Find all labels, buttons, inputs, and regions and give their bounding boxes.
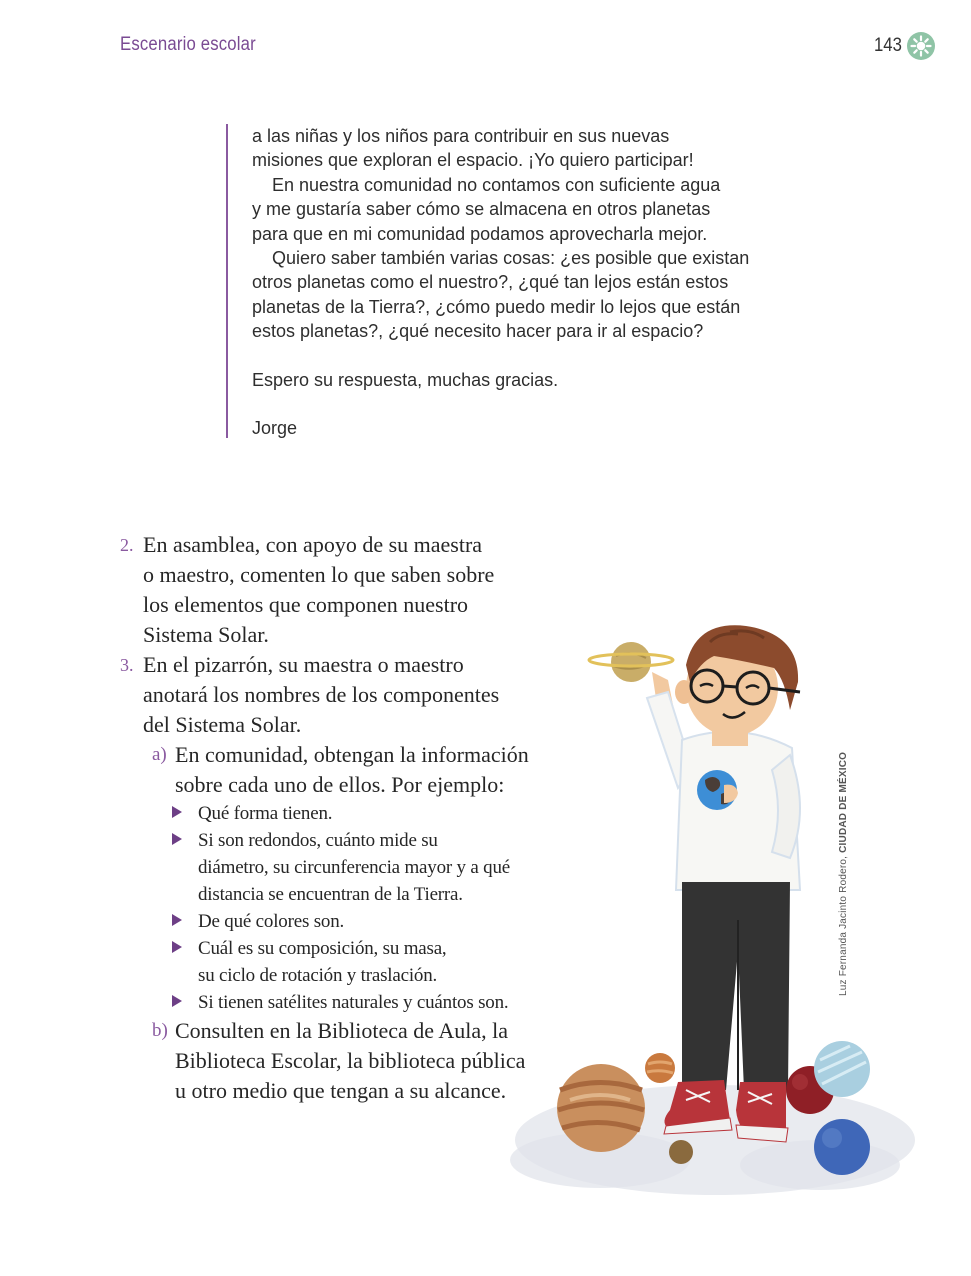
- letter-paragraph: Quiero saber también varias cosas: ¿es posible que existan otros planetas como el nuestro?, ¿qué tan lejos están estos planetas de la Tierra?, ¿cómo puedo medir lo lejos que están estos planetas?, ¿qué necesito hacer para ir al espacio?: [252, 248, 750, 342]
- list-item: Cuál es su composición, su masa, su ciclo de rotación y traslación.: [198, 935, 540, 989]
- boy-head: [675, 625, 800, 736]
- arrow-bullet-icon: [172, 941, 182, 953]
- list-item: Si tienen satélites naturales y cuántos son.: [198, 989, 540, 1016]
- letter-signature: Jorge: [252, 418, 298, 439]
- illustration-credit: Luz Fernanda Jacinto Rodero, CIUDAD DE MÉXICO: [838, 751, 849, 996]
- sun-gear-icon: [907, 32, 935, 60]
- boy-with-planets-illustration: [500, 620, 920, 1220]
- activity-number: 2.: [120, 535, 134, 555]
- boy-legs: [682, 882, 790, 1090]
- letter-excerpt: [226, 124, 792, 438]
- question-list: [120, 800, 540, 1016]
- activities: [120, 530, 540, 1106]
- arrow-bullet-icon: [172, 833, 182, 845]
- list-item: De qué colores son.: [198, 908, 540, 935]
- arrow-bullet-icon: [172, 806, 182, 818]
- activity-3b: b) Consulten en la Biblioteca de Aula, la Biblioteca Escolar, la biblioteca pública u otro medio que tengan a su alcance.: [152, 1018, 526, 1103]
- arrow-bullet-icon: [172, 995, 182, 1007]
- page-number: 143: [874, 35, 902, 56]
- letter-paragraph: En nuestra comunidad no contamos con suficiente agua y me gustaría saber cómo se almacena en otros planetas para que en mi comunidad podamos aprovecharla mejor.: [252, 174, 721, 244]
- letter-paragraph: a las niñas y los niños para contribuir en sus nuevas misiones que exploran el espacio. ¡Yo quiero participar!: [252, 126, 694, 171]
- activity-3a: a) En comunidad, obtengan la información sobre cada uno de ellos. Por ejemplo:: [152, 742, 529, 797]
- subitem-label: a): [152, 744, 167, 765]
- subitem-label: b): [152, 1020, 168, 1041]
- ringed-planet: [589, 642, 673, 682]
- activity-3: 3. En el pizarrón, su maestra o maestro anotará los nombres de los componentes del Sistema Solar.: [120, 652, 500, 737]
- list-item: Qué forma tienen.: [198, 800, 540, 827]
- activity-number: 3.: [120, 655, 134, 675]
- letter-closing: Espero su respuesta, muchas gracias.: [252, 369, 559, 390]
- list-item: Si son redondos, cuánto mide su diámetro, su circunferencia mayor y a qué distancia se encuentran de la Tierra.: [198, 827, 540, 908]
- boy-torso: [676, 718, 800, 890]
- arrow-bullet-icon: [172, 914, 182, 926]
- running-head: Escenario escolar: [120, 34, 256, 55]
- activity-2: 2. En asamblea, con apoyo de su maestra o maestro, comenten lo que saben sobre los elementos que componen nuestro Sistema Solar.: [120, 532, 495, 647]
